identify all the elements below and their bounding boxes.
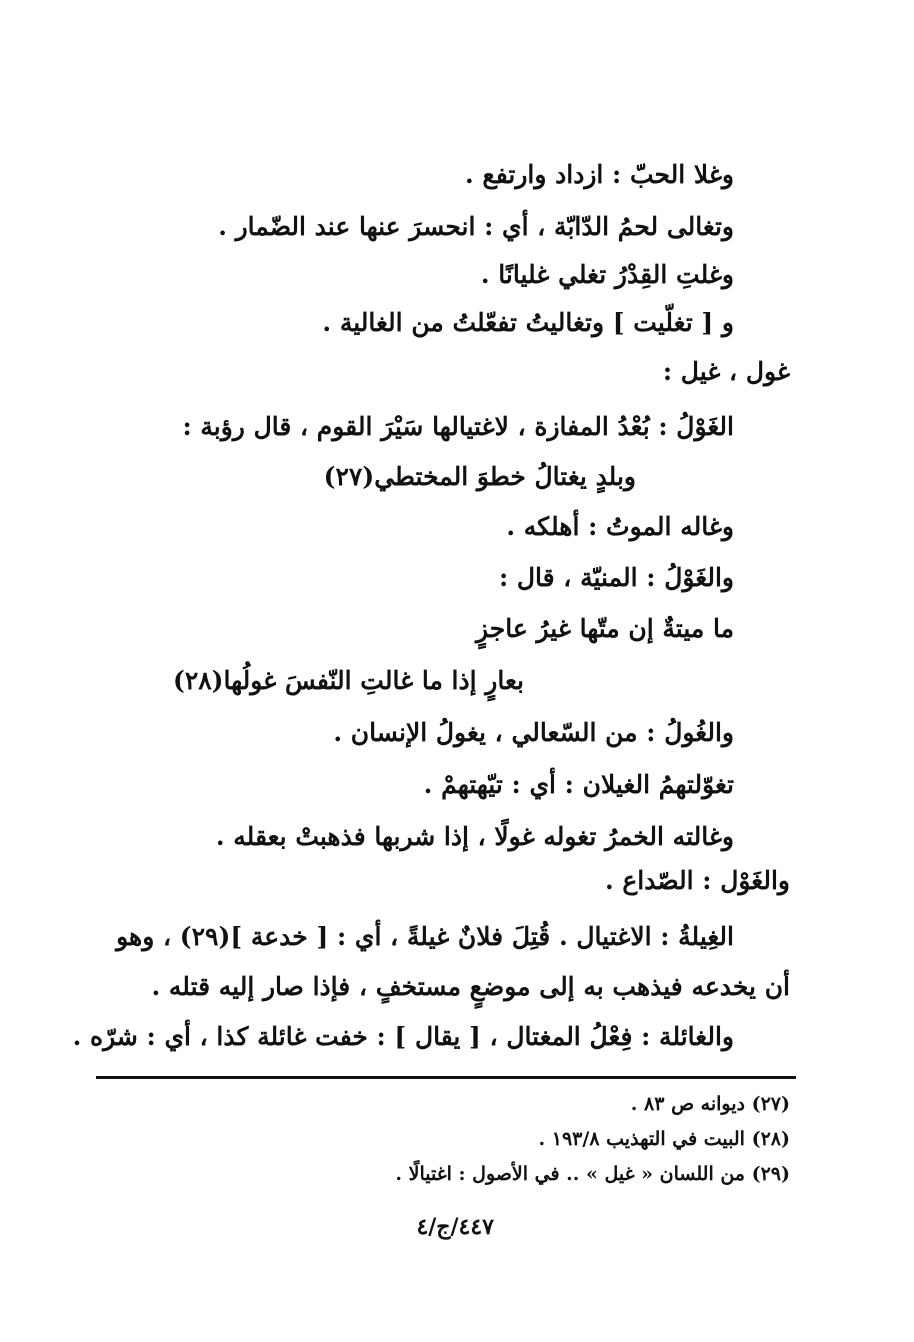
body-line: وغاله الموتُ : أهلكه . bbox=[506, 512, 734, 541]
page-number: ٤٤٧/ج/٤ bbox=[416, 1214, 494, 1240]
body-line: وغلا الحبّ : ازداد وارتفع . bbox=[465, 160, 734, 189]
body-line: وتغالى لحمُ الدّابّة ، أي : انحسرَ عنها عند الضّمار . bbox=[218, 212, 734, 241]
body-line: والغَوْلُ : المنيّة ، قال : bbox=[498, 563, 734, 592]
footnote: (٢٩) من اللسان « غيل » .. في الأصول : اغتيالًا . bbox=[395, 1163, 790, 1185]
body-line: والغُولُ : من السّعالي ، يغولُ الإنسان . bbox=[333, 718, 734, 747]
verse-line: وبلدٍ يغتالُ خطوَ المختطي(٢٧) bbox=[323, 462, 636, 491]
footnote: (٢٧) ديوانه ص ٨٣ . bbox=[630, 1093, 790, 1115]
body-line: الغَوْلُ : بُعْدُ المفازة ، لاغتيالها سَيْرَ القوم ، قال رؤبة : bbox=[182, 412, 734, 441]
body-line: والغَوْل : الصّداع . bbox=[604, 866, 790, 895]
body-line: وغالته الخمرُ تغوله غولًا ، إذا شربها فذهبتْ بعقله . bbox=[215, 822, 734, 851]
body-line: والغائلة : فِعْلُ المغتال ، [ يقال ] : خفت غائلة كذا ، أي : شرّه . bbox=[72, 1022, 734, 1051]
body-line: تغوّلتهمُ الغيلان : أي : تيّهتهمْ . bbox=[423, 770, 734, 799]
verse-line: بعارٍ إذا ما غالتِ النّفسَ غولُها(٢٨) bbox=[172, 666, 524, 695]
body-line: و [ تغلّيت ] وتغاليتُ تفعّلتُ من الغالية . bbox=[322, 308, 734, 337]
body-line: أن يخدعه فيذهب به إلى موضعٍ مستخفٍ ، فإذا صار إليه قتله . bbox=[151, 972, 790, 1001]
body-line: وغلتِ القِدْرُ تغلي غليانًا . bbox=[480, 260, 734, 289]
footnote-divider bbox=[96, 1076, 796, 1079]
verse-line: ما ميتةٌ إن متّها غيرُ عاجزٍ bbox=[476, 614, 734, 643]
entry-heading: غول ، غيل : bbox=[662, 357, 790, 386]
footnote: (٢٨) البيت في التهذيب ١٩٣/٨ . bbox=[538, 1128, 790, 1150]
body-line: الغِيلةُ : الاغتيال . قُتِلَ فلانٌ غيلةً ، أي : [ خدعة ](٢٩) ، وهو bbox=[116, 922, 734, 951]
